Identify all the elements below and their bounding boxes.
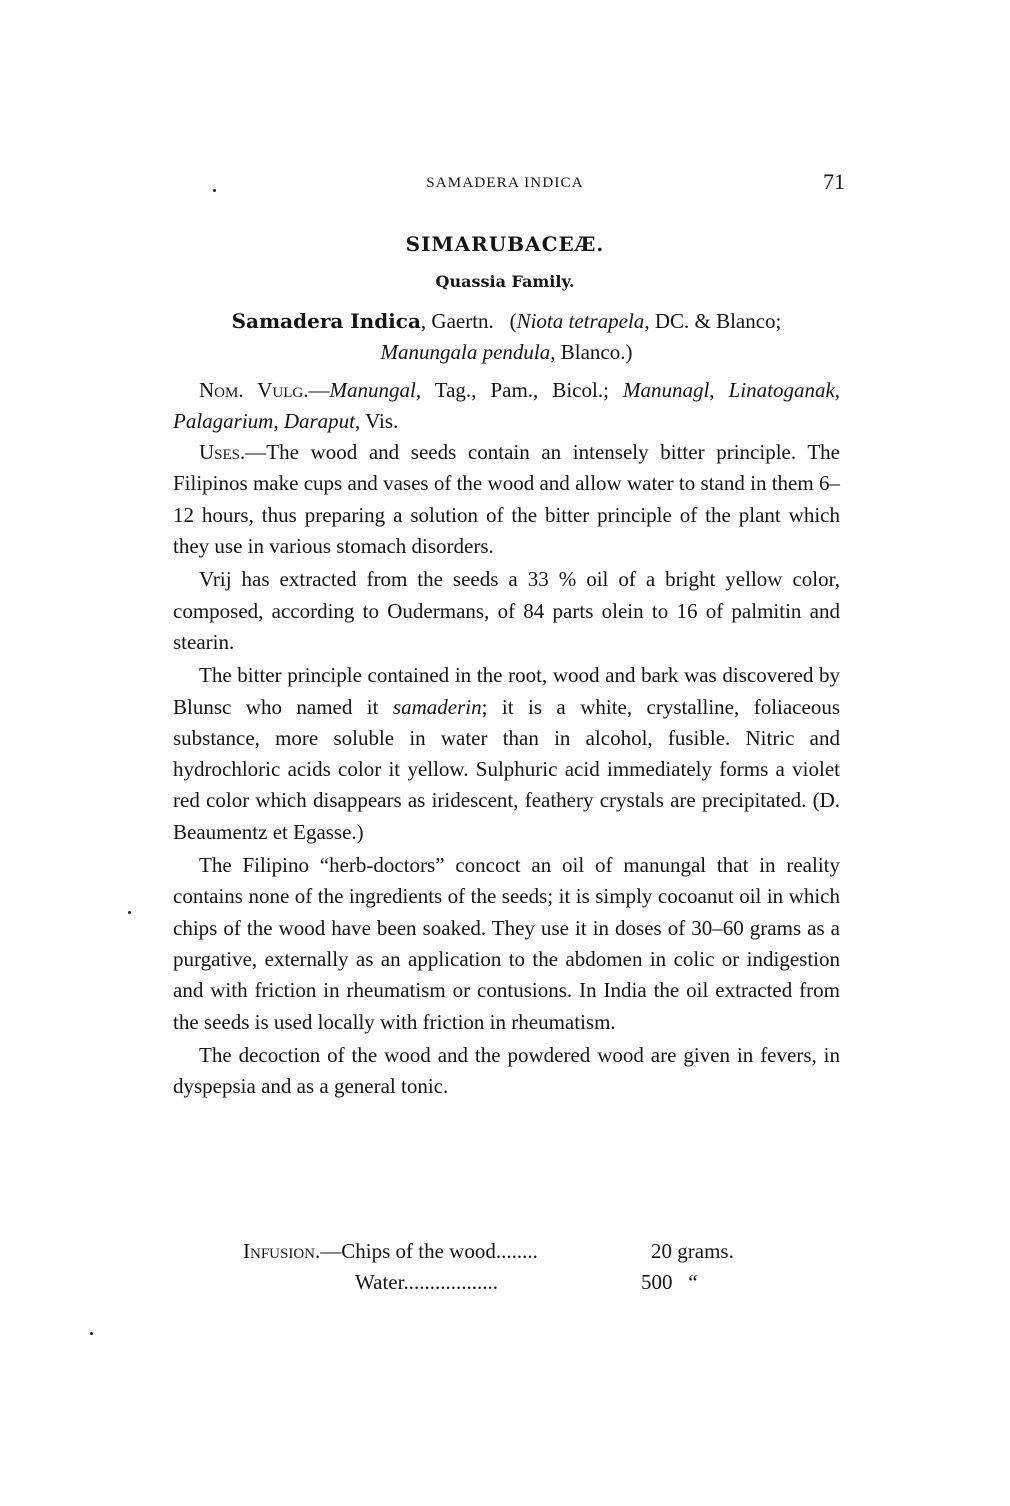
separator: , [273,408,284,433]
vernacular-name: Manunagl [622,377,710,402]
family-subtitle: Quassia Family. [435,272,575,291]
text-span: The bitter principle contained in the root, wood and bark was discovered by Blunsc who named it [173,663,840,719]
ingredient: Water.................. [355,1270,498,1295]
running-head [165,171,845,195]
separator: , [834,377,841,402]
recipe-line [173,1267,840,1298]
paragraph-vrij: Vrij has extracted from the seeds a 33 % oil of a bright yellow color, composed, according to Oudermans, of 84 parts olein to 16 of palmitin and stearin. [173,567,840,654]
paragraph-herb-doctors: The Filipino “herb-doctors” concoct an oil of manungal that in reality contains none of the ingredients of the seeds; it is simply cocoanut oil in which chips of the wood have been soaked. They use it in doses of 30–60 grams as a purgative, externally as an application to the abdomen in colic or indigestion and with friction in rheumatism or contusions. In India the oil extracted from the seeds is used locally with friction in rheumatism. [173,853,840,1034]
body-text [173,306,840,1102]
synonym-2: Manungala pendula [380,340,551,365]
ingredient: Chips of the wood........ [341,1239,538,1263]
recipe-label: Infusion. [243,1239,321,1263]
synonyms-open: ( [509,309,517,333]
paragraph-decoction: The decoction of the wood and the powdered wood are given in fevers, in dyspepsia and as a general tonic. [173,1042,840,1099]
synonym-1-author: , DC. & Blanco; [644,309,782,333]
paragraph-bitter-principle [173,660,840,848]
recipe-heading [243,1236,538,1267]
regions: , Tag., Pam., Bicol.; [415,377,623,402]
family-title: SIMARUBACEÆ. [405,232,605,256]
vernacular-name: Manungal [329,377,416,402]
vernacular-name: Daraput [283,408,356,433]
dash: — [320,1239,342,1263]
scan-speck [90,1332,93,1335]
uses-label: Uses. [199,440,246,465]
recipe-infusion [173,1236,840,1299]
vernacular-name: Palagarium [173,408,274,433]
nom-vulg-label: Nom. Vulg. [199,377,309,402]
uses-paragraph [173,437,840,562]
species-name: Samadera Indica [231,309,421,333]
regions: , Vis. [355,408,399,433]
amount: 20 grams. [651,1239,734,1263]
uses-text: —The wood and seeds contain an intensely bitter principle. The Filipinos make cups and vases of the wood and allow water to stand in them 6–12 hours, thus preparing a solution of the bitter principle of the plant which they use in various stomach disorders. [173,440,840,559]
vernacular-name: Linatoganak [728,377,835,402]
nom-vulg-paragraph [173,375,840,438]
amount: 500 “ [641,1270,698,1295]
text-span: ; it is a white, crystalline, foliaceous substance, more soluble in water than in alcohol, fusible. Nitric and hydrochloric acids color it yellow. Sulphuric acid immediately forms a violet red color which disappears as iridescent, feathery crystals are precipitated. (D. Beaumentz et Egasse.) [173,694,840,844]
dash: — [308,377,330,402]
synonym-1: Niota tetrapela [516,309,645,333]
synonym-2-author: , Blanco.) [550,340,633,365]
species-author: , Gaertn. [420,309,494,333]
scan-speck [128,911,131,914]
species-heading [173,306,840,369]
term-samaderin: samaderin [392,694,482,719]
scan-speck [213,189,216,192]
page-number: 71 [823,169,845,194]
recipe-line [173,1236,840,1267]
separator: , [709,377,729,402]
running-title: SAMADERA INDICA [426,175,584,191]
